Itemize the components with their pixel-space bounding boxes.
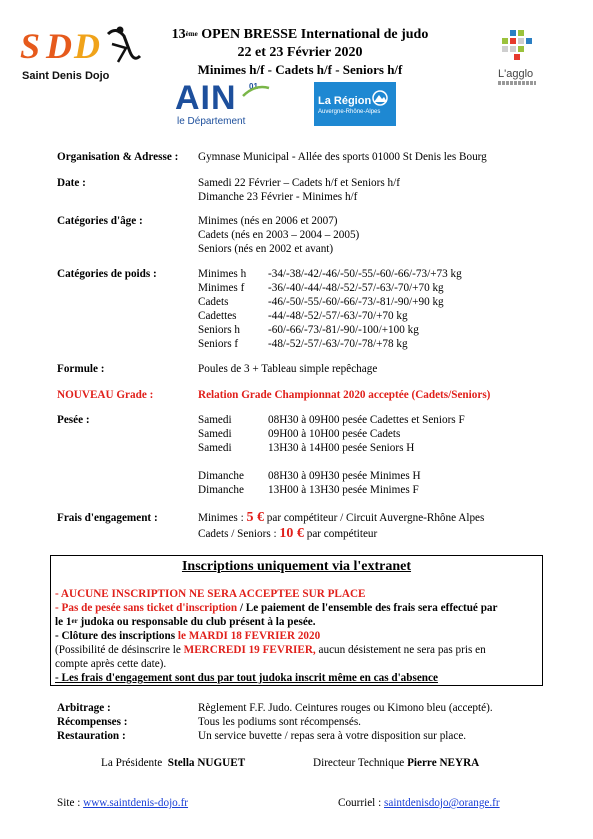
event-title-number: 13	[171, 27, 186, 42]
weight-cat: Cadettes	[198, 310, 237, 322]
agglo-logo-tagline	[498, 81, 536, 85]
pesee-value: 13H00 à 13H30 pesée Minimes F	[268, 484, 419, 496]
age-line2: Cadets (nés en 2003 – 2004 – 2005)	[198, 229, 360, 241]
weight-values: -44/-48/-52/-57/-63/-70/+70 kg	[268, 310, 408, 322]
event-dates: 22 et 23 Février 2020	[237, 45, 363, 60]
weight-cat: Seniors h	[198, 324, 240, 336]
inscriptions-line2-black: / Le paiement de l'ensemble des frais sera effectué par	[237, 602, 498, 614]
president-label: La Présidente	[101, 757, 163, 769]
weight-values: -48/-52/-57/-63/-70/-78/+78 kg	[268, 338, 408, 350]
club-logo-graphic	[16, 22, 146, 72]
pesee-day: Dimanche	[198, 470, 244, 482]
pesee-value: 09H00 à 10H00 pesée Cadets	[268, 428, 401, 440]
pesee-day: Samedi	[198, 442, 232, 454]
date-label: Date :	[57, 177, 86, 189]
frais-line1-amount: 5 €	[246, 510, 264, 525]
region-logo-line2: Auvergne-Rhône-Alpes	[318, 109, 381, 115]
svg-text:S: S	[20, 26, 41, 66]
mail-line	[338, 797, 500, 810]
mail-label: Courriel :	[338, 797, 384, 809]
region-logo-mountain-icon	[370, 90, 390, 106]
weight-cat: Minimes f	[198, 282, 245, 294]
frais-line1-pre: Minimes :	[198, 512, 247, 524]
inscriptions-line5-pre: (Possibilité de désinscrire le	[55, 644, 184, 656]
date-line1: Samedi 22 Février – Cadets h/f et Seniors h/f	[198, 177, 400, 189]
inscriptions-line4-black: - Clôture des inscriptions	[55, 630, 178, 642]
svg-text:D: D	[74, 26, 100, 66]
age-line3: Seniors (nés en 2002 et avant)	[198, 243, 334, 255]
inscriptions-line5-post: aucun désistement ne sera pas pris en	[315, 644, 486, 656]
site-label: Site :	[57, 797, 84, 809]
weight-values: -46/-50/-55/-60/-66/-73/-81/-90/+90 kg	[268, 296, 444, 308]
weight-cat: Cadets	[198, 296, 229, 308]
mail-link[interactable]: saintdenisdojo@orange.fr	[384, 797, 500, 809]
frais-line2-post: par compétiteur	[303, 528, 378, 540]
president-signature	[101, 757, 245, 770]
site-line	[57, 797, 188, 810]
inscriptions-heading: Inscriptions uniquement via l'extranet	[181, 559, 412, 574]
ain-logo-swoosh	[241, 84, 271, 98]
weight-values: -34/-38/-42/-46/-50/-55/-60/-66/-73/+73 kg	[268, 268, 462, 280]
inscriptions-line5-red: MERCREDI 19 FEVRIER,	[183, 644, 316, 656]
inscriptions-line2-red: - Pas de pesée sans ticket d'inscription	[55, 602, 238, 614]
club-logo-text: Saint Denis Dojo	[22, 70, 110, 82]
director-label: Directeur Technique	[313, 757, 405, 769]
inscriptions-line4-red: le MARDI 18 FEVRIER 2020	[177, 630, 321, 642]
recompenses-label: Récompenses :	[57, 716, 128, 728]
frais-line2-pre: Cadets / Seniors :	[198, 528, 280, 540]
inscriptions-box	[50, 555, 543, 686]
organisation-value: Gymnase Municipal - Allée des sports 01000 St Denis les Bourg	[198, 151, 487, 163]
ain-logo-text: AIN	[175, 79, 237, 117]
event-title-main: OPEN BRESSE International de judo	[197, 27, 429, 42]
ain-logo	[175, 79, 275, 128]
pesee-day: Samedi	[198, 414, 232, 426]
pesee-day: Samedi	[198, 428, 232, 440]
restauration-value: Un service buvette / repas sera à votre disposition sur place.	[198, 730, 467, 742]
frais-line1	[198, 511, 484, 525]
grade-label: NOUVEAU Grade :	[57, 389, 154, 401]
event-categories: Minimes h/f - Cadets h/f - Seniors h/f	[197, 62, 403, 77]
director-name: Pierre NEYRA	[407, 757, 480, 769]
weight-values: -60/-66/-73/-81/-90/-100/+100 kg	[268, 324, 419, 336]
weight-cat: Minimes h	[198, 268, 247, 280]
grade-value: Relation Grade Championnat 2020 acceptée (Cadets/Seniors)	[198, 389, 491, 401]
inscriptions-line6: compte après cette date).	[55, 658, 167, 670]
inscriptions-line7: - Les frais d'engagement sont dus par tout judoka inscrit même en cas d'absence	[55, 672, 438, 684]
inscriptions-line3-pre: le 1	[55, 616, 72, 628]
inscriptions-line5	[55, 644, 486, 657]
agglo-logo-graphic	[496, 28, 536, 62]
site-link[interactable]: www.saintdenis-dojo.fr	[83, 797, 189, 809]
agglo-logo-text: L'agglo	[498, 68, 534, 80]
event-title-suffix: ème	[185, 30, 198, 38]
president-name: Stella NUGUET	[167, 757, 246, 769]
inscriptions-line3-post: judoka ou responsable du club présent à la pesée.	[77, 616, 316, 628]
inscriptions-line4	[55, 630, 320, 643]
event-title	[140, 27, 460, 43]
pesee-value: 08H30 à 09H00 pesée Cadettes et Seniors F	[268, 414, 465, 426]
formule-value: Poules de 3 + Tableau simple repêchage	[198, 363, 378, 375]
frais-line1-post: par compétiteur / Circuit Auvergne-Rhône Alpes	[263, 512, 485, 524]
restauration-label: Restauration :	[57, 730, 126, 742]
inscriptions-line3	[55, 616, 316, 629]
weight-values: -36/-40/-44/-48/-52/-57/-63/-70/+70 kg	[268, 282, 444, 294]
director-signature	[313, 757, 479, 770]
pesee-label: Pesée :	[57, 414, 90, 426]
inscriptions-line3-sup: er	[71, 617, 78, 625]
pesee-day: Dimanche	[198, 484, 244, 496]
region-logo-line1: La Région	[318, 95, 372, 107]
agglo-logo	[496, 28, 540, 88]
arbitrage-value: Règlement F.F. Judo. Ceintures rouges ou Kimono bleu (accepté).	[198, 702, 493, 714]
recompenses-value: Tous les podiums sont récompensés.	[198, 716, 361, 728]
organisation-label: Organisation & Adresse :	[57, 151, 179, 163]
frais-line2-amount: 10 €	[279, 526, 304, 541]
arbitrage-label: Arbitrage :	[57, 702, 111, 714]
age-label: Catégories d'âge :	[57, 215, 143, 227]
inscriptions-line2	[55, 602, 497, 615]
ain-logo-sup: 01	[249, 82, 258, 91]
pesee-value: 13H30 à 14H00 pesée Seniors H	[268, 442, 415, 454]
date-line2: Dimanche 23 Février - Minimes h/f	[198, 191, 358, 203]
svg-text:D: D	[46, 26, 72, 66]
region-logo	[314, 82, 396, 126]
frais-label: Frais d'engagement :	[57, 512, 158, 524]
formule-label: Formule :	[57, 363, 105, 375]
pesee-value: 08H30 à 09H30 pesée Minimes H	[268, 470, 421, 482]
ain-logo-subtitle: le Département	[177, 116, 246, 127]
age-line1: Minimes (nés en 2006 et 2007)	[198, 215, 338, 227]
weight-cat: Seniors f	[198, 338, 239, 350]
club-logo	[16, 22, 146, 84]
inscriptions-line1: - AUCUNE INSCRIPTION NE SERA ACCEPTEE SUR PLACE	[55, 588, 366, 600]
frais-line2	[198, 527, 377, 541]
weight-label: Catégories de poids :	[57, 268, 157, 280]
